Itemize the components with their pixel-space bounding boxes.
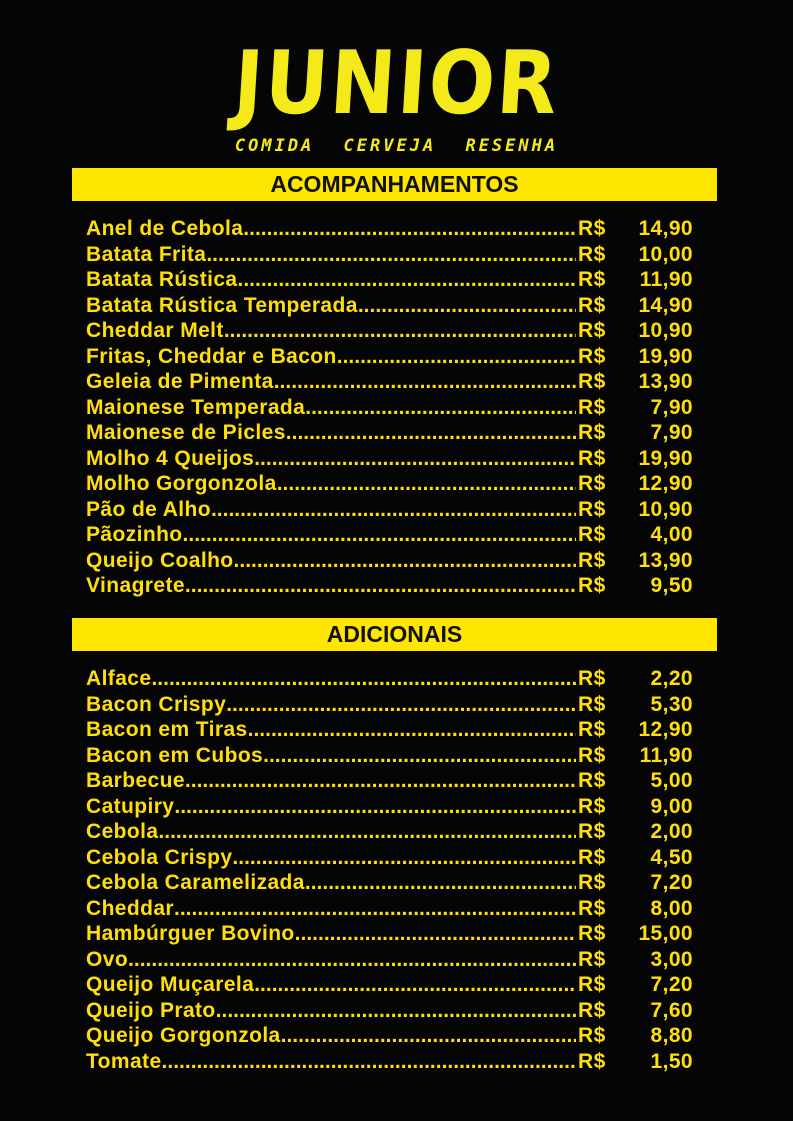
item-price: 7,90 — [650, 395, 693, 419]
item-name: Batata Frita ..... — [86, 242, 576, 268]
brand-tagline — [0, 136, 793, 156]
item-price: 7,20 — [650, 973, 693, 996]
currency-symbol: R$ — [578, 497, 606, 521]
menu-item — [86, 344, 693, 370]
item-name: Batata Rústica Temperada ..... — [86, 293, 576, 319]
currency-symbol: R$ — [578, 922, 606, 945]
brand-logo — [0, 33, 793, 135]
menu-item — [86, 573, 693, 599]
menu-item — [86, 293, 693, 319]
item-name: Cheddar ..... — [86, 896, 576, 922]
menu-item — [86, 216, 693, 242]
menu-item — [86, 1049, 693, 1075]
item-price: 4,00 — [650, 523, 693, 546]
item-name: Fritas, Cheddar e Bacon ..... — [86, 344, 576, 370]
section-header-adicionais — [72, 618, 717, 651]
currency-symbol: R$ — [578, 896, 606, 920]
item-name: Cebola ..... — [86, 819, 576, 845]
menu-item — [86, 845, 693, 871]
menu-item — [86, 921, 693, 947]
item-price: 9,00 — [650, 794, 693, 818]
tagline-word: CERVEJA — [343, 136, 437, 156]
item-name: Queijo Coalho ..... — [86, 548, 576, 574]
brand-name: JUNIOR — [230, 33, 563, 135]
item-price: 8,80 — [650, 1024, 693, 1047]
currency-symbol: R$ — [578, 421, 606, 444]
item-name: Maionese Temperada ..... — [86, 395, 576, 421]
currency-symbol: R$ — [578, 820, 606, 843]
item-name: Geleia de Pimenta ..... — [86, 369, 576, 395]
item-name: Queijo Muçarela ..... — [86, 972, 576, 998]
menu-item — [86, 548, 693, 574]
item-price: 9,50 — [650, 574, 693, 597]
item-name: Maionese de Picles ..... — [86, 420, 576, 446]
item-price: 15,00 — [638, 922, 693, 945]
currency-symbol: R$ — [578, 794, 606, 818]
item-name: Anel de Cebola ..... — [86, 216, 576, 242]
menu-item — [86, 819, 693, 845]
currency-symbol: R$ — [578, 268, 606, 291]
currency-symbol: R$ — [578, 548, 606, 572]
item-name: Vinagrete ..... — [86, 573, 576, 599]
item-price: 3,00 — [650, 947, 693, 971]
section-title: ACOMPANHAMENTOS — [270, 171, 519, 197]
item-price: 7,60 — [650, 998, 693, 1022]
menu-item — [86, 318, 693, 344]
menu-item — [86, 768, 693, 794]
menu-item — [86, 522, 693, 548]
currency-symbol: R$ — [578, 370, 606, 393]
item-name: Bacon em Cubos ..... — [86, 743, 576, 769]
menu-item — [86, 998, 693, 1024]
item-price: 4,50 — [650, 845, 693, 869]
menu-item — [86, 870, 693, 896]
item-name: Bacon Crispy ..... — [86, 692, 576, 718]
item-price: 19,90 — [638, 344, 693, 368]
item-price: 13,90 — [638, 548, 693, 572]
item-name: Queijo Gorgonzola ..... — [86, 1023, 576, 1049]
item-price: 7,90 — [650, 421, 693, 444]
menu-item — [86, 369, 693, 395]
currency-symbol: R$ — [578, 973, 606, 996]
item-price: 13,90 — [638, 370, 693, 393]
item-price: 2,20 — [650, 667, 693, 690]
menu-item — [86, 420, 693, 446]
item-price: 10,90 — [638, 319, 693, 342]
menu-item — [86, 743, 693, 769]
menu-item — [86, 395, 693, 421]
item-name: Catupiry ..... — [86, 794, 576, 820]
currency-symbol: R$ — [578, 446, 606, 470]
item-name: Cheddar Melt ..... — [86, 318, 576, 344]
menu-item — [86, 896, 693, 922]
item-price: 10,00 — [638, 242, 693, 266]
item-name: Cebola Crispy ..... — [86, 845, 576, 871]
section-header-acompanhamentos — [72, 168, 717, 201]
item-name: Bacon em Tiras ..... — [86, 717, 576, 743]
item-price: 19,90 — [638, 446, 693, 470]
item-price: 2,00 — [650, 820, 693, 843]
menu-item — [86, 1023, 693, 1049]
menu-list-acompanhamentos — [86, 216, 693, 599]
menu-item — [86, 446, 693, 472]
currency-symbol: R$ — [578, 871, 606, 894]
menu-item — [86, 717, 693, 743]
item-price: 10,90 — [638, 497, 693, 521]
item-price: 5,00 — [650, 769, 693, 792]
item-name: Molho Gorgonzola ..... — [86, 471, 576, 497]
currency-symbol: R$ — [578, 293, 606, 317]
item-price: 12,90 — [638, 472, 693, 495]
currency-symbol: R$ — [578, 1049, 606, 1073]
item-name: Cebola Caramelizada ..... — [86, 870, 576, 896]
currency-symbol: R$ — [578, 743, 606, 767]
currency-symbol: R$ — [578, 217, 606, 240]
currency-symbol: R$ — [578, 718, 606, 741]
item-price: 14,90 — [638, 293, 693, 317]
menu-item — [86, 471, 693, 497]
item-price: 12,90 — [638, 718, 693, 741]
item-price: 14,90 — [638, 217, 693, 240]
tagline-word: RESENHA — [465, 136, 559, 156]
currency-symbol: R$ — [578, 998, 606, 1022]
currency-symbol: R$ — [578, 344, 606, 368]
currency-symbol: R$ — [578, 769, 606, 792]
item-name: Alface ..... — [86, 666, 576, 692]
item-name: Barbecue ..... — [86, 768, 576, 794]
currency-symbol: R$ — [578, 319, 606, 342]
menu-item — [86, 692, 693, 718]
currency-symbol: R$ — [578, 947, 606, 971]
menu-list-adicionais — [86, 666, 693, 1074]
item-name: Pão de Alho ..... — [86, 497, 576, 523]
currency-symbol: R$ — [578, 395, 606, 419]
currency-symbol: R$ — [578, 667, 606, 690]
menu-item — [86, 267, 693, 293]
currency-symbol: R$ — [578, 1024, 606, 1047]
currency-symbol: R$ — [578, 574, 606, 597]
currency-symbol: R$ — [578, 845, 606, 869]
section-title: ADICIONAIS — [326, 621, 463, 647]
menu-item — [86, 794, 693, 820]
item-price: 1,50 — [650, 1049, 693, 1073]
item-name: Tomate ..... — [86, 1049, 576, 1075]
menu-item — [86, 947, 693, 973]
item-name: Hambúrguer Bovino ..... — [86, 921, 576, 947]
item-price: 8,00 — [650, 896, 693, 920]
tagline-word: COMIDA — [234, 136, 315, 156]
menu-item — [86, 242, 693, 268]
item-price: 11,90 — [639, 268, 693, 291]
item-name: Queijo Prato ..... — [86, 998, 576, 1024]
item-price: 7,20 — [650, 871, 693, 894]
currency-symbol: R$ — [578, 472, 606, 495]
menu-item — [86, 497, 693, 523]
item-name: Molho 4 Queijos ..... — [86, 446, 576, 472]
menu-item — [86, 972, 693, 998]
currency-symbol: R$ — [578, 692, 606, 716]
currency-symbol: R$ — [578, 242, 606, 266]
currency-symbol: R$ — [578, 523, 606, 546]
item-name: Ovo ..... — [86, 947, 576, 973]
item-price: 5,30 — [650, 692, 693, 716]
item-name: Pãozinho ..... — [86, 522, 576, 548]
item-price: 11,90 — [639, 743, 693, 767]
menu-item — [86, 666, 693, 692]
item-name: Batata Rústica ..... — [86, 267, 576, 293]
